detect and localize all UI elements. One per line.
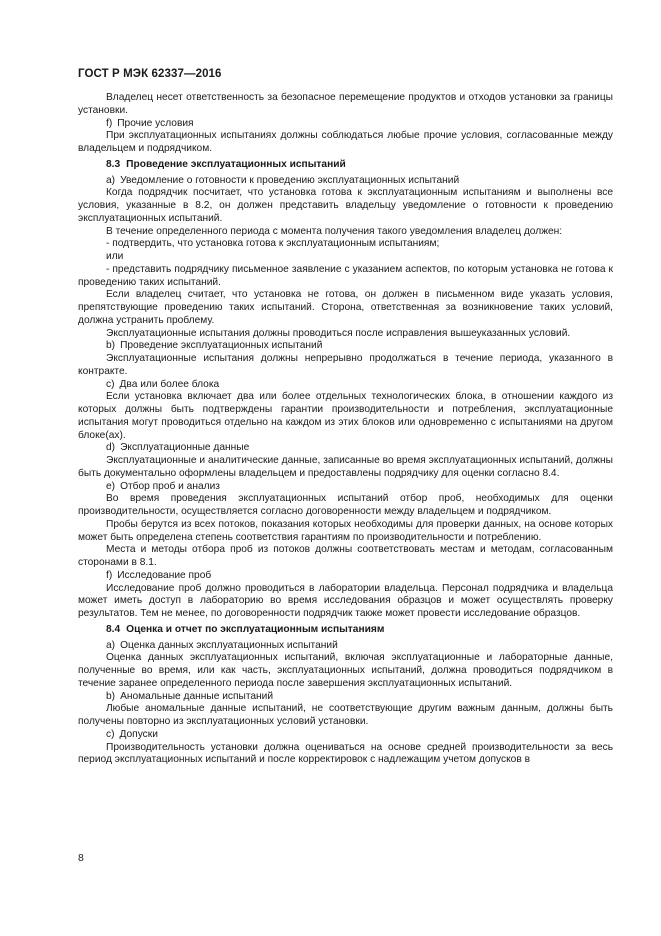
list-item-text: Отбор проб и анализ (120, 480, 220, 492)
section-title: Оценка и отчет по эксплуатационным испытаниям (126, 623, 385, 635)
list-item (78, 729, 613, 742)
list-item (78, 379, 613, 392)
section-title: Проведение эксплуатационных испытаний (126, 158, 346, 170)
list-item (78, 570, 613, 583)
paragraph: Если владелец считает, что установка не готова, он должен в письменном виде указать условия, препятствующие проведению таких испытаний. Сторона, ответственная за возникновение таких условий, должна устранить проблему. (78, 289, 613, 326)
paragraph: Оценка данных эксплуатационных испытаний, включая эксплуатационные и лабораторные данные, полученные во время, или как часть, эксплуатационных испытаний, должна проводиться подрядчиком в течение заранее определенного периода после завершения эксплуатационных испытаний. (78, 652, 613, 689)
list-item-text: Эксплуатационные данные (120, 442, 250, 454)
list-item-text: Проведение эксплуатационных испытаний (120, 340, 323, 352)
section-heading (78, 159, 613, 172)
section-number: 8.3 (106, 158, 121, 170)
list-item-text: Допуски (119, 728, 158, 740)
list-item-label: b) (106, 690, 116, 702)
paragraph: Эксплуатационные и аналитические данные, записанные во время эксплуатационных испытаний, должны быть документально оформлены владельцем и предоставлены подрядчику для оценки согласно 8.4. (78, 455, 613, 479)
list-item-label: a) (106, 639, 116, 651)
list-item (78, 118, 613, 131)
section-heading (78, 624, 613, 637)
paragraph: Производительность установки должна оцениваться на основе средней производительности за весь период эксплуатационных испытаний и после корректировок с надлежащим учетом допусков в (78, 741, 613, 766)
list-item (78, 481, 613, 494)
list-item-label: c) (106, 378, 115, 390)
list-item-text: Оценка данных эксплуатационных испытаний (120, 639, 338, 651)
paragraph: - подтвердить, что установка готова к эксплуатационным испытаниям; (106, 238, 440, 250)
paragraph: Эксплуатационные испытания должны непрерывно продолжаться в течение периода, указанного в контракте. (78, 353, 613, 377)
paragraph: Если установка включает два или более отдельных технологических блока, в отношении каждого из которых должны быть подтверждены гарантии производительности и потребления, эксплуатационные испытания могут проводиться отдельно на каждом из этих блоков или одновременно с испытаниями на другом блоке(ах). (78, 391, 613, 441)
list-item-label: a) (106, 174, 116, 186)
list-item-label: f) (106, 569, 113, 581)
list-item-text: Исследование проб (117, 569, 212, 581)
list-item-label: f) (106, 117, 113, 129)
paragraph: Когда подрядчик посчитает, что установка готова к эксплуатационным испытаниям и выполнены все условия, указанные в 8.2, он должен представить владельцу уведомление о готовности к проведению эксплуатационных испытаний. (78, 187, 613, 224)
paragraph: - представить подрядчику письменное заявление с указанием аспектов, по которым установка не готова к проведению таких испытаний. (78, 263, 613, 288)
list-item (78, 442, 613, 455)
page-number: 8 (78, 852, 84, 864)
list-item (78, 691, 613, 704)
section-number: 8.4 (106, 623, 121, 635)
list-item-label: b) (106, 340, 116, 352)
paragraph: Эксплуатационные испытания должны проводиться после исправления вышеуказанных условий. (106, 327, 571, 339)
list-item (78, 640, 613, 653)
paragraph: В течение определенного периода с момента получения такого уведомления владелец должен: (106, 225, 563, 237)
paragraph: или (106, 251, 124, 262)
paragraph: Во время проведения эксплуатационных испытаний отбор проб, необходимых для оценки производительности, осуществляется согласно договоренности между владельцем и подрядчиком. (78, 493, 613, 517)
paragraph: Места и методы отбора проб из потоков должны соответствовать местам и методам, согласованным сторонами в 8.1. (78, 544, 613, 568)
document-body (78, 92, 613, 767)
list-item-text: Аномальные данные испытаний (120, 690, 274, 702)
list-item (78, 175, 613, 188)
list-item (78, 340, 613, 353)
document-header: ГОСТ Р МЭК 62337—2016 (78, 68, 222, 80)
paragraph: Пробы берутся из всех потоков, показания которых необходимы для проверки данных, на основе которых может быть определена степень соответствия гарантиям по производительности и потреблению. (78, 518, 613, 543)
paragraph: Владелец несет ответственность за безопасное перемещение продуктов и отходов установки за границы установки. (78, 92, 613, 116)
paragraph: При эксплуатационных испытаниях должны соблюдаться любые прочие условия, согласованные между владельцем и подрядчиком. (78, 130, 613, 154)
list-item-text: Два или более блока (119, 378, 220, 390)
list-item-label: d) (106, 442, 116, 454)
list-item-text: Уведомление о готовности к проведению эксплуатационных испытаний (120, 174, 460, 186)
list-item-text: Прочие условия (117, 117, 194, 129)
list-item-label: c) (106, 728, 115, 740)
paragraph: Исследование проб должно проводиться в лаборатории владельца. Персонал подрядчика и владельца может иметь доступ в лабораторию во время исследования образцов и может осуществлять проверку результатов. Тем не менее, по договоренности подрядчик также может провести исследование образцов. (78, 582, 613, 619)
list-item-label: e) (106, 480, 116, 492)
paragraph: Любые аномальные данные испытаний, не соответствующие другим важным данным, должны быть получены повторно из эксплуатационных условий установки. (78, 703, 613, 727)
